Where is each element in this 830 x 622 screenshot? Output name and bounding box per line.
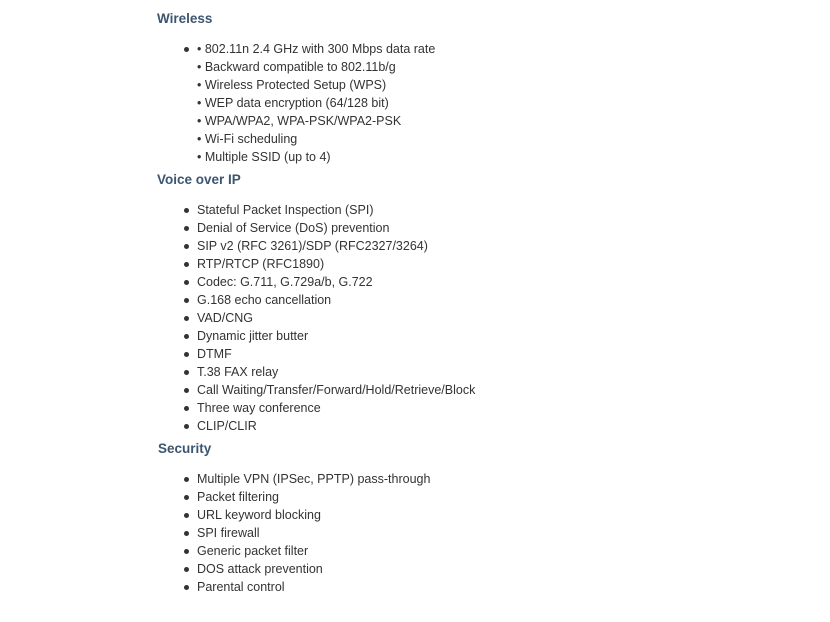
list-item: Three way conference	[157, 399, 797, 417]
list-item: • WEP data encryption (64/128 bit)	[197, 96, 389, 110]
list-item: • WPA/WPA2, WPA-PSK/WPA2-PSK	[197, 114, 402, 128]
bullet-icon	[184, 316, 189, 321]
bullet-icon	[184, 370, 189, 375]
wireless-feature-list	[157, 40, 797, 166]
bullet-icon	[184, 352, 189, 357]
bullet-icon	[184, 47, 189, 52]
bullet-icon	[184, 208, 189, 213]
list-item: RTP/RTCP (RFC1890)	[157, 255, 797, 273]
voip-feature-list	[157, 201, 797, 435]
bullet-icon	[184, 513, 189, 518]
list-item: CLIP/CLIR	[157, 417, 797, 435]
bullet-icon	[184, 244, 189, 249]
list-item: Codec: G.711, G.729a/b, G.722	[157, 273, 797, 291]
bullet-icon	[184, 549, 189, 554]
section-security	[157, 438, 797, 596]
list-item: Stateful Packet Inspection (SPI)	[157, 201, 797, 219]
section-heading-wireless: Wireless	[157, 11, 213, 26]
list-item: • 802.11n 2.4 GHz with 300 Mbps data rate	[157, 40, 797, 58]
bullet-icon	[184, 406, 189, 411]
list-item: • Multiple SSID (up to 4)	[197, 150, 331, 164]
bullet-icon	[184, 388, 189, 393]
list-item: VAD/CNG	[157, 309, 797, 327]
list-item: URL keyword blocking	[157, 506, 797, 524]
list-item: Dynamic jitter butter	[157, 327, 797, 345]
list-item: SIP v2 (RFC 3261)/SDP (RFC2327/3264)	[157, 237, 797, 255]
list-item: • Wi-Fi scheduling	[197, 132, 298, 146]
bullet-icon	[184, 495, 189, 500]
bullet-icon	[184, 567, 189, 572]
list-item: G.168 echo cancellation	[157, 291, 797, 309]
section-wireless	[157, 8, 797, 169]
list-item: Parental control	[157, 578, 797, 596]
list-item: DTMF	[157, 345, 797, 363]
list-item: SPI firewall	[157, 524, 797, 542]
list-item: T.38 FAX relay	[157, 363, 797, 381]
bullet-icon	[184, 585, 189, 590]
bullet-icon	[184, 298, 189, 303]
section-voice-over-ip	[157, 169, 797, 438]
bullet-icon	[184, 424, 189, 429]
list-item: DOS attack prevention	[157, 560, 797, 578]
list-item: Call Waiting/Transfer/Forward/Hold/Retrieve/Block	[157, 381, 797, 399]
spec-content	[157, 8, 797, 596]
list-item: Generic packet filter	[157, 542, 797, 560]
list-item: Packet filtering	[157, 488, 797, 506]
bullet-icon	[184, 477, 189, 482]
bullet-icon	[184, 262, 189, 267]
bullet-icon	[184, 334, 189, 339]
list-item: Multiple VPN (IPSec, PPTP) pass-through	[157, 470, 797, 488]
list-item: • Backward compatible to 802.11b/g	[197, 60, 396, 74]
list-item: Denial of Service (DoS) prevention	[157, 219, 797, 237]
bullet-icon	[184, 280, 189, 285]
section-heading-voice-over-ip: Voice over IP	[157, 172, 241, 187]
bullet-icon	[184, 226, 189, 231]
bullet-icon	[184, 531, 189, 536]
list-item: • Wireless Protected Setup (WPS)	[197, 78, 387, 92]
security-feature-list	[157, 470, 797, 596]
section-heading-security: Security	[158, 441, 212, 456]
